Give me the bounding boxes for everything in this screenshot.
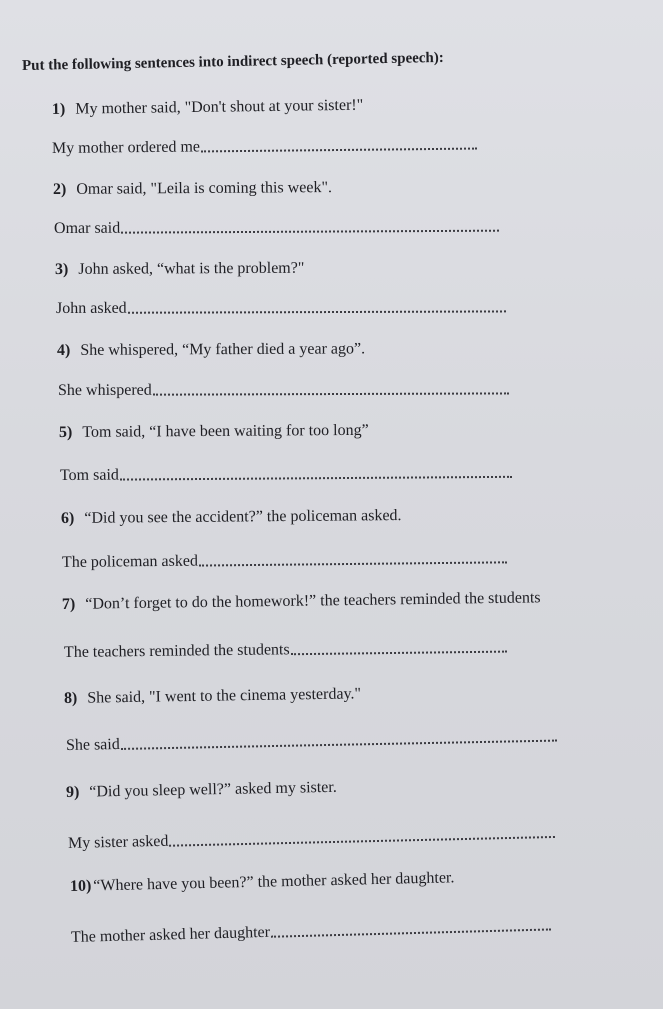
answer-line-1 <box>52 136 477 158</box>
question-9 <box>66 779 337 802</box>
question-8 <box>64 685 361 708</box>
answer-10-prefix: The mother asked her daughter <box>70 923 271 946</box>
answer-9-blank[interactable] <box>169 836 555 847</box>
question-7-number: 7) <box>61 595 76 613</box>
question-6-number: 6) <box>60 509 75 527</box>
answer-5-blank[interactable] <box>120 476 512 481</box>
question-1 <box>52 97 363 119</box>
question-4 <box>57 340 365 360</box>
answer-1-blank[interactable] <box>201 148 477 153</box>
answer-line-9 <box>68 824 556 853</box>
question-5-text: Tom said, “I have been waiting for too long” <box>82 421 369 441</box>
answer-8-prefix: She said <box>65 735 120 754</box>
answer-1-prefix: My mother ordered me <box>51 138 201 157</box>
question-6-text: “Did you see the accident?” the policeman asked. <box>84 507 402 527</box>
question-2-number: 2) <box>52 180 67 198</box>
answer-line-2 <box>54 218 499 238</box>
question-6 <box>61 507 402 528</box>
answer-line-5 <box>60 464 512 485</box>
question-4-number: 4) <box>56 341 71 359</box>
question-9-text: “Did you sleep well?” asked my sister. <box>89 778 337 801</box>
answer-8-blank[interactable] <box>121 740 557 750</box>
question-3-text: John asked, “what is the problem?" <box>78 259 305 278</box>
worksheet-title: Put the following sentences into indirect speech (reported speech): <box>21 49 444 74</box>
answer-10-blank[interactable] <box>271 928 551 937</box>
answer-line-7 <box>64 639 507 662</box>
question-9-number: 9) <box>65 783 80 801</box>
question-8-text: She said, "I went to the cinema yesterday." <box>87 685 362 707</box>
answer-7-prefix: The teachers reminded the students <box>63 641 290 661</box>
answer-2-blank[interactable] <box>121 230 499 234</box>
answer-line-6 <box>62 549 507 572</box>
answer-line-10 <box>71 916 551 947</box>
answer-9-prefix: My sister asked <box>67 832 169 852</box>
question-4-text: She whispered, “My father died a year ago”. <box>80 340 366 359</box>
question-7 <box>62 589 541 614</box>
answer-3-blank[interactable] <box>128 310 506 313</box>
answer-4-blank[interactable] <box>153 392 509 395</box>
answer-2-prefix: Omar said <box>53 219 121 237</box>
question-10-number: 10) <box>69 877 92 895</box>
question-7-text: “Don’t forget to do the homework!” the teachers reminded the students <box>85 589 541 613</box>
question-5 <box>59 422 369 442</box>
answer-6-prefix: The policeman asked <box>61 552 199 571</box>
question-8-number: 8) <box>63 689 78 707</box>
question-2-text: Omar said, "Leila is coming this week". <box>76 179 333 198</box>
question-1-number: 1) <box>51 100 66 118</box>
answer-line-4 <box>58 380 509 400</box>
question-5-number: 5) <box>58 423 73 441</box>
question-10 <box>70 869 455 896</box>
answer-6-blank[interactable] <box>199 561 507 566</box>
question-3 <box>55 260 304 279</box>
question-2 <box>53 179 332 199</box>
question-1-text: My mother said, "Don't shout at your sister!" <box>75 96 364 118</box>
answer-5-prefix: Tom said <box>59 466 119 484</box>
answer-4-prefix: She whispered <box>57 381 152 399</box>
answer-line-8 <box>66 728 557 755</box>
answer-7-blank[interactable] <box>291 651 507 656</box>
answer-line-3 <box>56 298 506 318</box>
question-3-number: 3) <box>54 260 69 278</box>
answer-3-prefix: John asked <box>55 299 127 317</box>
question-10-text: “Where have you been?” the mother asked her daughter. <box>93 869 455 895</box>
